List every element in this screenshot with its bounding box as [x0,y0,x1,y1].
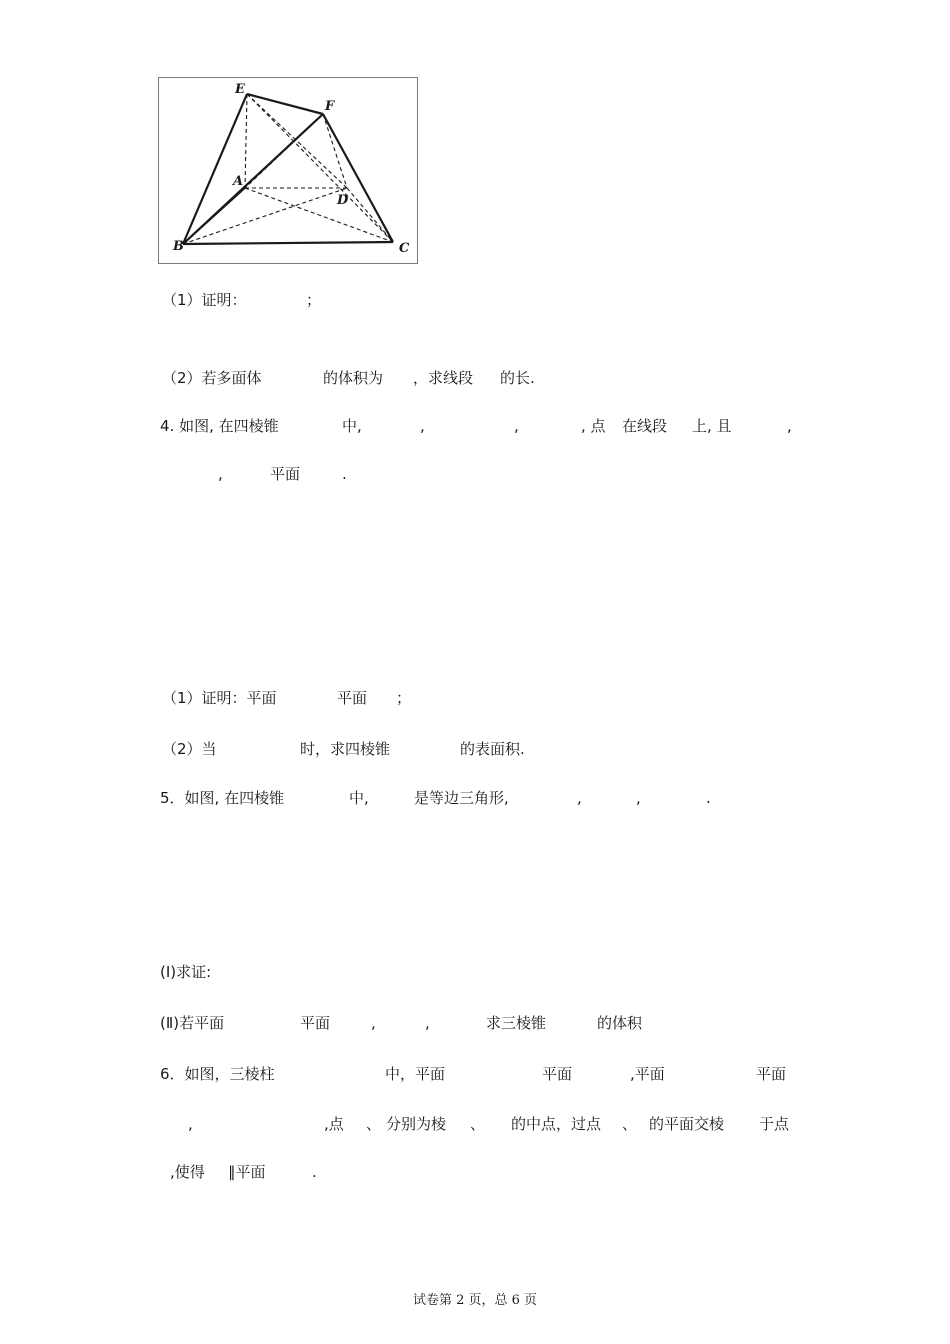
polyhedron-diagram [159,78,419,265]
q5-part2-b: 平面 [300,1014,331,1032]
edge-bd [183,188,347,244]
q6-line2-a: , [188,1115,193,1133]
q4-part2-b: 时，求四棱锥 [300,740,391,758]
q3-part1: （1）证明： [162,291,247,309]
q4-line1-g: 上, 且 [692,417,732,435]
q5-part1: (Ⅰ)求证: [160,963,212,981]
q4-line2-b: 平面 [270,465,301,483]
edge-fc [323,114,393,242]
q4-line1-f: 在线段 [622,417,668,435]
q6-line2-e: 、 [470,1115,486,1133]
q4-line1-c: , [420,417,425,435]
q5-line1-e: , [636,789,641,807]
q4-part1-a: （1）证明：平面 [162,689,277,707]
q6-line2-c: 、 [366,1115,382,1133]
q3-part2-d: 的长. [500,369,535,387]
q3-part2-c: ，求线段 [413,369,474,387]
label-c: C [399,241,410,256]
q5-part2-a: (Ⅱ)若平面 [160,1014,225,1032]
q6-line1-b: 中，平面 [385,1065,446,1083]
q5-line1-d: , [577,789,582,807]
q5-part2-d: , [425,1014,430,1032]
geometry-figure [158,77,418,264]
q5-part2-e: 求三棱锥 [486,1014,547,1032]
q6-line2-b: ,点 [324,1115,344,1133]
label-d: D [337,193,349,208]
q4-line2-a: , [218,465,223,483]
q4-part2-c: 的表面积. [460,740,525,758]
q6-line3-b: ∥平面 [228,1163,266,1181]
edge-bc [183,242,393,244]
q5-line1-a: 5．如图, 在四棱锥 [160,789,285,807]
q5-line1-c: 是等边三角形, [414,789,509,807]
q3-part2-b: 的体积为 [323,369,384,387]
q6-line2-f: 的中点，过点 [511,1115,602,1133]
q6-line1-d: ,平面 [630,1065,665,1083]
edge-eb [183,94,247,244]
edge-ac [245,188,393,242]
q5-line1-b: 中, [349,789,369,807]
edge-ba [183,188,245,244]
q6-line2-g: 、 [622,1115,638,1133]
q6-line1-c: 平面 [542,1065,573,1083]
q6-line2-h: 的平面交棱 [649,1115,725,1133]
q4-line1-e: , 点 [581,417,606,435]
q4-line2-c: . [342,465,347,483]
q6-line3-c: . [312,1163,317,1181]
label-b: B [173,239,184,254]
q4-part1-c: ； [396,689,412,707]
q6-line1-a: 6．如图，三棱柱 [160,1065,275,1083]
label-f: F [325,99,335,114]
q4-line1-h: , [787,417,792,435]
q4-part1-b: 平面 [337,689,368,707]
page-footer: 试卷第 2 页，总 6 页 [412,1293,538,1308]
label-e: E [235,82,245,97]
edge-ea [245,94,247,188]
q6-line1-e: 平面 [756,1065,787,1083]
q3-part2-a: （2）若多面体 [162,369,262,387]
q5-part2-f: 的体积 [597,1014,643,1032]
q6-line2-i: 于点 [759,1115,790,1133]
q4-part2-a: （2）当 [162,740,217,758]
q6-line3-a: ,使得 [170,1163,205,1181]
q4-line1-d: , [514,417,519,435]
q5-part2-c: , [371,1014,376,1032]
q5-line1-f: . [706,789,711,807]
q4-line1-a: 4. 如图, 在四棱锥 [160,417,279,435]
q4-line1-b: 中, [342,417,362,435]
q6-line2-d: 分别为棱 [386,1115,447,1133]
label-a: A [233,174,244,189]
q3-part1-end: ； [306,291,322,309]
